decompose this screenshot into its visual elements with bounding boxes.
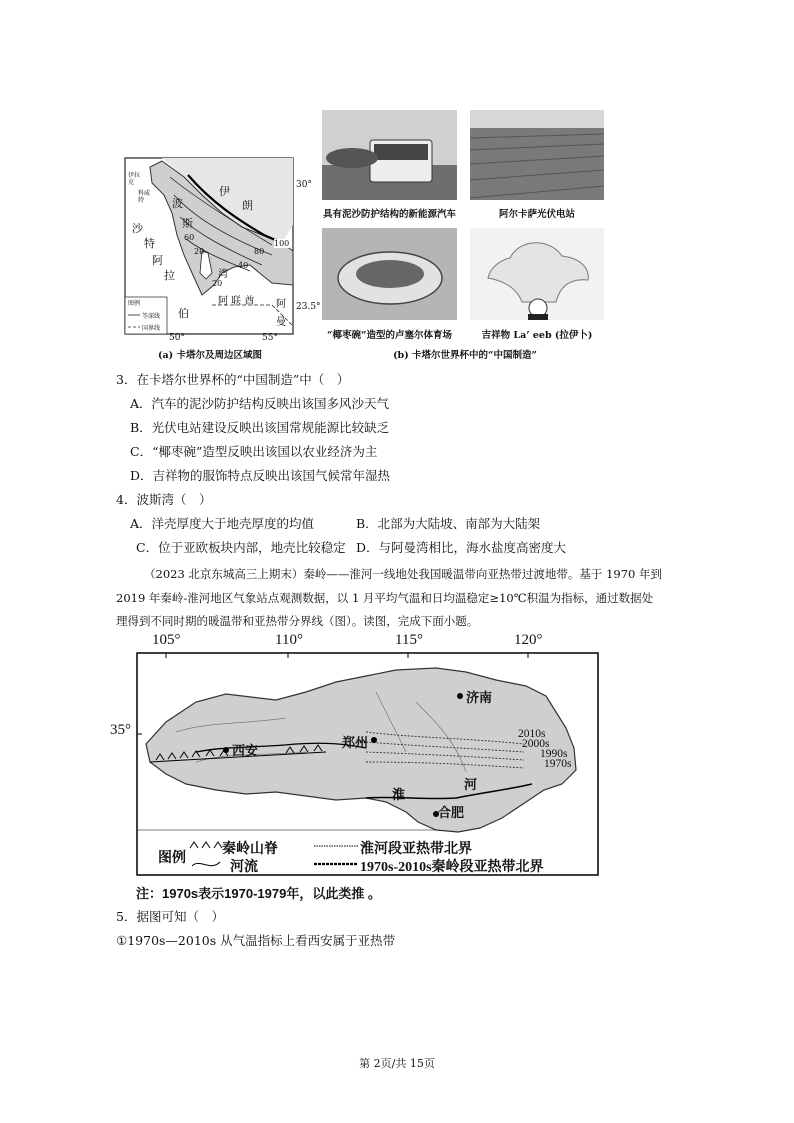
question-4-option-b[interactable]: B．北部为大陆坡、南部为大陆架: [356, 516, 541, 531]
legend-ridge: 秦岭山脊: [222, 842, 278, 857]
lon-55-label: 55°: [262, 333, 278, 343]
question-5-item-1: ①1970s—2010s 从气温指标上看西安属于亚热带: [116, 933, 396, 948]
label-iraq: 伊拉克: [128, 172, 141, 186]
label-kuwait: 科威特: [138, 190, 151, 204]
river-huai-label: 淮: [392, 787, 406, 802]
label-a: 阿: [152, 254, 163, 267]
city-hefei: 合肥: [438, 805, 465, 820]
lon-120-label: 120°: [514, 632, 543, 648]
solar-illustration: [470, 110, 604, 200]
label-bo: 波: [172, 197, 183, 210]
line-label-2000s: 2000s: [522, 738, 550, 750]
city-zhengzhou: 郑州: [342, 735, 369, 750]
bus-illustration: [322, 110, 457, 200]
passage-line-3: 理得到不同时期的暖温带和亚热带分界线（图）。读图，完成下面小题。: [116, 614, 479, 628]
legend-2-title: 图例: [158, 851, 186, 866]
question-3-option-c[interactable]: C．“椰枣碗”造型反映出该国以农业经济为主: [130, 444, 378, 459]
label-te: 特: [144, 237, 155, 250]
label-oman-2: 曼: [276, 317, 286, 328]
contour-40: 40: [238, 261, 249, 270]
label-si: 斯: [182, 217, 193, 230]
photo-bus-caption: 具有泥沙防护结构的新能源汽车: [322, 209, 456, 220]
lon-110-label: 110°: [275, 632, 303, 648]
line-label-1970s: 1970s: [544, 758, 572, 770]
label-gulf: 湾: [218, 269, 228, 280]
label-oman-1: 阿: [276, 299, 286, 310]
contour-60: 60: [184, 233, 195, 242]
contour-20b: 20: [212, 279, 223, 288]
photo-stadium-caption: “椰枣碗”造型的卢塞尔体育场: [327, 330, 452, 341]
question-4-option-d[interactable]: D．与阿曼湾相比，海水盐度高密度大: [356, 540, 567, 555]
page-footer: 第 2页/共 15页: [359, 1057, 435, 1070]
river-he-label: 河: [464, 777, 478, 792]
line-label-2010s: 2010s: [518, 728, 546, 740]
label-uae: 阿 联 酋: [218, 296, 255, 307]
legend-isobath: 等深线: [142, 313, 161, 320]
question-4-option-c[interactable]: C．位于亚欧板块内部，地壳比较稳定: [136, 540, 346, 555]
photo-bus: [322, 110, 457, 200]
photo-stadium: [322, 228, 457, 320]
contour-100: 100: [274, 239, 290, 248]
passage-line-1: （2023 北京东城高三上期末）秦岭——淮河一线地处我国暖温带向亚热带过渡地带。基于 1970 年到: [144, 567, 662, 581]
label-la: 拉: [164, 269, 175, 282]
photo-mascot-caption: 吉祥物 La’ eeb (拉伊卜): [481, 330, 593, 341]
stadium-illustration: [322, 228, 457, 320]
contour-20a: 20: [194, 247, 205, 256]
lon-50-label: 50°: [169, 333, 185, 343]
figure-a-caption: (a) 卡塔尔及周边区域图: [158, 350, 262, 361]
lon-105-label: 105°: [152, 632, 181, 648]
question-3-option-a[interactable]: A．汽车的泥沙防护结构反映出该国多风沙天气: [130, 396, 390, 411]
question-4-option-a[interactable]: A．洋壳厚度大于地壳厚度的均值: [130, 516, 315, 531]
contour-80: 80: [254, 247, 265, 256]
photo-mascot: [470, 228, 604, 320]
photo-solar-caption: 阿尔卡萨光伏电站: [498, 209, 575, 220]
passage-line-2: 2019 年秦岭-淮河地区气象站点观测数据，以 1 月平均气温和日均温稳定≥10℃积温为指标，通过数据处: [116, 591, 654, 605]
lat-35-label: 35°: [110, 722, 131, 738]
legend-qinling-line: 1970s-2010s秦岭段亚热带北界: [360, 860, 544, 875]
photo-solar: [470, 110, 604, 200]
legend-a-title: 图例: [128, 300, 141, 307]
legend-river: 河流: [230, 860, 258, 875]
label-iran-2: 朗: [242, 199, 253, 212]
question-4-stem: 4．波斯湾（ ）: [116, 492, 212, 507]
qinling-huaihe-map: [110, 632, 610, 878]
lon-115-label: 115°: [395, 632, 423, 648]
map2-note: 注：1970s表示1970-1979年，以此类推 。: [136, 886, 381, 901]
mascot-illustration: [470, 228, 604, 320]
line-label-1990s: 1990s: [540, 748, 568, 760]
figure-b-caption: (b) 卡塔尔世界杯中的“中国制造”: [393, 350, 537, 361]
label-bo-2: 伯: [178, 307, 189, 320]
question-3-stem: 3．在卡塔尔世界杯的“中国制造”中（ ）: [116, 372, 350, 387]
legend-border: 国界线: [142, 325, 161, 332]
lat-30-label: 30°: [296, 180, 312, 190]
lat-23-5-label: 23.5°: [296, 302, 321, 312]
city-xian: 西安: [232, 743, 259, 758]
question-3-option-b[interactable]: B．光伏电站建设反映出该国常规能源比较缺乏: [130, 420, 390, 435]
question-3-option-d[interactable]: D．吉祥物的服饰特点反映出该国气候常年湿热: [130, 468, 391, 483]
city-jinan: 济南: [466, 690, 493, 705]
legend-huai-line: 淮河段亚热带北界: [360, 842, 472, 857]
label-iran-1: 伊: [219, 185, 230, 198]
figure-a-map: [122, 155, 321, 343]
label-sha: 沙: [132, 222, 143, 235]
question-5-stem: 5．据图可知（ ）: [116, 909, 224, 924]
